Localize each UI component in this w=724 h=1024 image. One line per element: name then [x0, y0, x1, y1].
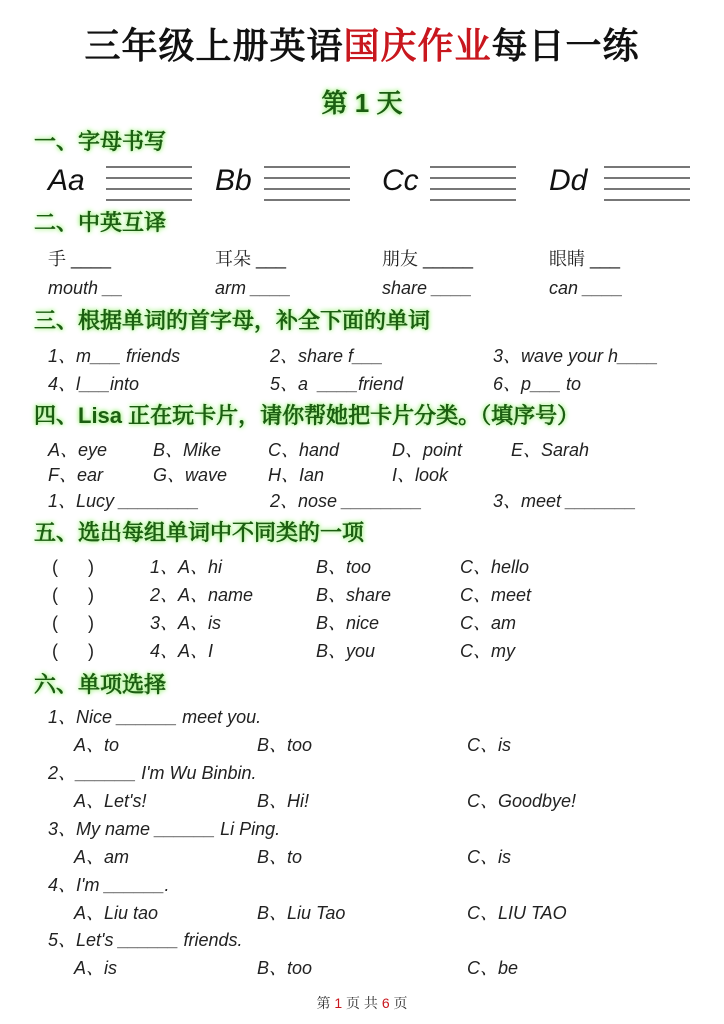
- letter-pair: Bb: [215, 164, 252, 197]
- card-item: H、Ian: [268, 465, 325, 485]
- option-a: 3、A、is: [150, 613, 222, 633]
- option-b: B、nice: [316, 613, 380, 633]
- category-item: 3、meet _______: [493, 491, 637, 511]
- question: 2、______ I'm Wu Binbin.: [48, 763, 257, 783]
- letter-pair: Aa: [48, 164, 85, 197]
- fill-word-item: 3、wave your h____: [493, 346, 659, 366]
- writing-line: [430, 177, 516, 179]
- option-b: B、you: [316, 641, 376, 661]
- option-c: C、hello: [460, 557, 530, 577]
- category-item: 1、Lucy ________: [48, 491, 200, 511]
- section-heading: 四、Lisa 正在玩卡片，请你帮她把卡片分类。（填序号）: [34, 403, 580, 428]
- option-c: C、meet: [460, 585, 532, 605]
- page-title: [0, 25, 724, 66]
- category-item: 2、nose ________: [270, 491, 423, 511]
- writing-line: [264, 166, 350, 168]
- question: 1、Nice ______ meet you.: [48, 707, 262, 727]
- option-b: B、Liu Tao: [257, 903, 346, 923]
- card-item: C、hand: [268, 440, 340, 460]
- option-a: A、to: [74, 735, 120, 755]
- current-page: 1: [334, 995, 343, 1011]
- section-heading: 五、选出每组单词中不同类的一项: [34, 520, 365, 545]
- writing-line: [604, 177, 690, 179]
- option-c: C、LIU TAO: [467, 903, 567, 923]
- card-item: A、eye: [48, 440, 108, 460]
- fill-word-item: 4、l___into: [48, 374, 140, 394]
- answer-parentheses: ( ): [52, 641, 94, 661]
- translation-item: can ____: [549, 278, 624, 298]
- section-heading: 三、根据单词的首字母，补全下面的单词: [34, 308, 431, 333]
- option-c: C、Goodbye!: [467, 791, 577, 811]
- writing-lines[interactable]: [106, 166, 192, 206]
- fill-word-item: 1、m___ friends: [48, 346, 181, 366]
- question: 5、Let's ______ friends.: [48, 930, 243, 950]
- translation-item: share ____: [382, 278, 473, 298]
- title-part: 三年级上册英语: [84, 25, 344, 66]
- writing-lines[interactable]: [430, 166, 516, 206]
- card-item: G、wave: [153, 465, 228, 485]
- letter-pair: Cc: [382, 164, 419, 197]
- option-c: C、am: [460, 613, 517, 633]
- section-heading: 二、中英互译: [34, 210, 167, 235]
- writing-line: [106, 166, 192, 168]
- answer-parentheses: ( ): [52, 557, 94, 577]
- title-highlight: 国庆作业: [343, 25, 492, 66]
- section-heading: 一、字母书写: [34, 129, 167, 154]
- fill-word-item: 2、share f___: [270, 346, 384, 366]
- writing-line: [264, 199, 350, 201]
- translation-item: 手 ____: [48, 249, 112, 269]
- footer-text: 页: [389, 995, 408, 1011]
- total-pages: 6: [381, 995, 390, 1011]
- option-b: B、Hi!: [257, 791, 310, 811]
- option-b: B、too: [257, 735, 313, 755]
- fill-word-item: 5、a ____friend: [270, 374, 404, 394]
- card-item: B、Mike: [153, 440, 222, 460]
- option-a: A、Liu tao: [74, 903, 159, 923]
- writing-line: [106, 177, 192, 179]
- option-a: A、is: [74, 958, 118, 978]
- option-b: B、share: [316, 585, 392, 605]
- writing-line: [430, 166, 516, 168]
- option-a: 2、A、name: [150, 585, 254, 605]
- option-a: A、am: [74, 847, 130, 867]
- card-item: E、Sarah: [511, 440, 590, 460]
- option-b: B、to: [257, 847, 303, 867]
- writing-line: [430, 199, 516, 201]
- writing-line: [604, 188, 690, 190]
- writing-line: [604, 199, 690, 201]
- option-c: C、is: [467, 735, 511, 755]
- writing-line: [106, 199, 192, 201]
- question: 3、My name ______ Li Ping.: [48, 819, 281, 839]
- option-a: 1、A、hi: [150, 557, 223, 577]
- question: 4、I'm ______.: [48, 875, 170, 895]
- answer-parentheses: ( ): [52, 585, 94, 605]
- title-part: 每日一练: [491, 25, 640, 66]
- translation-item: arm ____: [215, 278, 292, 298]
- option-b: B、too: [316, 557, 372, 577]
- answer-parentheses: ( ): [52, 613, 94, 633]
- writing-line: [264, 177, 350, 179]
- translation-item: mouth __: [48, 278, 124, 298]
- letter-pair: Dd: [549, 164, 588, 197]
- option-a: A、Let's!: [74, 791, 147, 811]
- translation-item: 朋友 _____: [382, 249, 474, 269]
- day-heading: 第 1 天: [321, 88, 403, 118]
- footer-text: 页 共: [342, 995, 382, 1011]
- writing-line: [106, 188, 192, 190]
- writing-lines[interactable]: [264, 166, 350, 206]
- option-c: C、my: [460, 641, 515, 661]
- writing-line: [264, 188, 350, 190]
- page-footer: [0, 996, 724, 1010]
- card-item: I、look: [392, 465, 449, 485]
- option-a: 4、A、I: [150, 641, 214, 661]
- writing-line: [604, 166, 690, 168]
- footer-text: 第: [316, 995, 335, 1011]
- translation-item: 眼睛 ___: [549, 249, 621, 269]
- section-heading: 六、单项选择: [34, 672, 167, 697]
- writing-lines[interactable]: [604, 166, 690, 206]
- card-item: F、ear: [48, 465, 104, 485]
- option-c: C、is: [467, 847, 511, 867]
- fill-word-item: 6、p___ to: [493, 374, 582, 394]
- card-item: D、point: [392, 440, 463, 460]
- option-c: C、be: [467, 958, 519, 978]
- option-b: B、too: [257, 958, 313, 978]
- writing-line: [430, 188, 516, 190]
- translation-item: 耳朵 ___: [215, 249, 287, 269]
